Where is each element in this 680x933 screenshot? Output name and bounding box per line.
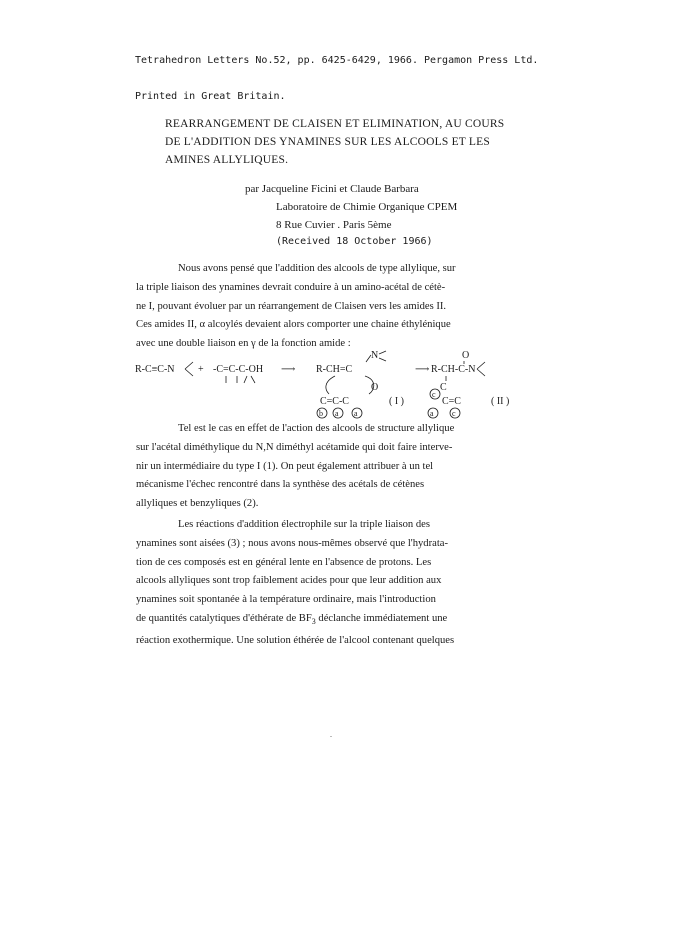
bond-stub — [251, 376, 255, 383]
header-line-2: Printed in Great Britain. — [135, 91, 286, 102]
paragraph-line: alcools allyliques sont trop faiblement acides pour que leur addition aux — [136, 575, 442, 587]
n-bond-down — [185, 369, 193, 376]
paragraph-line: la triple liaison des ynamines devrait conduire à un amino-acétal de cétè- — [136, 281, 446, 293]
n-bond — [379, 351, 386, 354]
title-line-1: REARRANGEMENT DE CLAISEN ET ELIMINATION, AU COURS — [165, 118, 505, 130]
title-line-3: AMINES ALLYLIQUES. — [165, 154, 289, 166]
affiliation-line-1: Laboratoire de Chimie Organique CPEM — [276, 201, 458, 213]
circled-letter: b — [319, 409, 323, 418]
circled-letter: a — [430, 409, 434, 418]
line-text: déclanche immédiatement une — [315, 612, 448, 624]
reaction-scheme — [133, 350, 553, 420]
bond-stub — [244, 376, 247, 383]
n-bond-up — [477, 362, 485, 369]
paragraph-line: Ces amides II, α alcoylés devaient alors comporter une chaine éthylénique — [136, 319, 451, 331]
paragraph-line: Les réactions d'addition électrophile sur la triple liaison des — [178, 519, 430, 530]
product-c: C — [440, 382, 447, 393]
received-date: (Received 18 October 1966) — [276, 236, 433, 247]
plus-sign: + — [198, 364, 204, 375]
paragraph-line: allyliques et benzyliques (2). — [136, 498, 259, 510]
paragraph-line: nir un intermédiaire du type I (1). On peut également attribuer à un tel — [136, 460, 434, 472]
intermediate-top: R-CH=C — [316, 364, 353, 375]
paragraph-line: tion de ces composés est en général lente en l'absence de protons. Les — [136, 556, 432, 568]
paragraph-line: ynamines sont aisées (3) ; nous avons nous-mêmes observé que l'hydrata- — [136, 537, 448, 549]
scan-speck — [330, 736, 332, 737]
ynamine-formula: R-C≡C-N — [135, 364, 175, 375]
paragraph-line: Nous avons pensé que l'addition des alcools de type allylique, sur — [178, 263, 456, 274]
authors: par Jacqueline Ficini et Claude Barbara — [245, 183, 419, 195]
paragraph-1 — [136, 260, 550, 354]
circled-letter: c — [432, 390, 436, 399]
circled-letter: c — [452, 409, 456, 418]
n-bond — [379, 358, 386, 361]
line-text: de quantités catalytiques d'éthérate de BF — [136, 612, 312, 624]
allyl-alcohol-formula: -C=C-C-OH — [213, 364, 264, 375]
paragraph-3 — [136, 516, 550, 651]
reaction-arrow-1: ⟶ — [281, 364, 296, 375]
title-line-2: DE L'ADDITION DES YNAMINES SUR LES ALCOOLS ET LES — [165, 136, 490, 148]
reaction-arrow-2: ⟶ — [415, 364, 430, 375]
product-top: R-CH-C-N — [431, 364, 476, 375]
intermediate-o: O — [371, 382, 379, 393]
header-line-1: Tetrahedron Letters No.52, pp. 6425-6429, 1966. Pergamon Press Ltd. — [135, 55, 539, 66]
label-amide-ii: ( II ) — [491, 396, 510, 407]
paragraph-line — [136, 610, 550, 632]
paragraph-line: avec une double liaison en γ de la fonction amide : — [136, 338, 351, 350]
paragraph-2 — [136, 420, 550, 514]
circled-letter: a — [335, 409, 339, 418]
label-intermediate-i: ( I ) — [389, 396, 404, 407]
paragraph-line: ynamines soit spontanée à la température ordinaire, mais l'introduction — [136, 594, 436, 606]
subscript: 3 — [311, 617, 316, 627]
journal-header — [135, 31, 538, 127]
paragraph-line: réaction exothermique. Une solution éthérée de l'alcool contenant quelques — [136, 634, 455, 646]
intermediate-bottom: C=C-C — [320, 396, 349, 407]
intermediate-n: N — [371, 350, 379, 361]
affiliation-line-2: 8 Rue Cuvier . Paris 5ème — [276, 219, 392, 231]
product-bottom: C=C — [442, 396, 461, 407]
product-o: O — [462, 350, 470, 361]
article-title — [165, 115, 565, 169]
paragraph-line: mécanisme l'échec rencontré dans la synthèse des acétals de cétènes — [136, 479, 425, 491]
n-bond-down — [477, 369, 485, 376]
paragraph-line: sur l'acétal diméthylique du N,N diméthyl acétamide qui doit faire interve- — [136, 441, 453, 453]
paragraph-line: Tel est le cas en effet de l'action des alcools de structure allylique — [178, 423, 455, 434]
electron-arrow — [326, 376, 335, 394]
n-bond-up — [185, 362, 193, 369]
circled-letter: a — [354, 409, 358, 418]
paragraph-line: ne I, pouvant évoluer par un réarrangement de Claisen vers les amides II. — [136, 300, 447, 312]
